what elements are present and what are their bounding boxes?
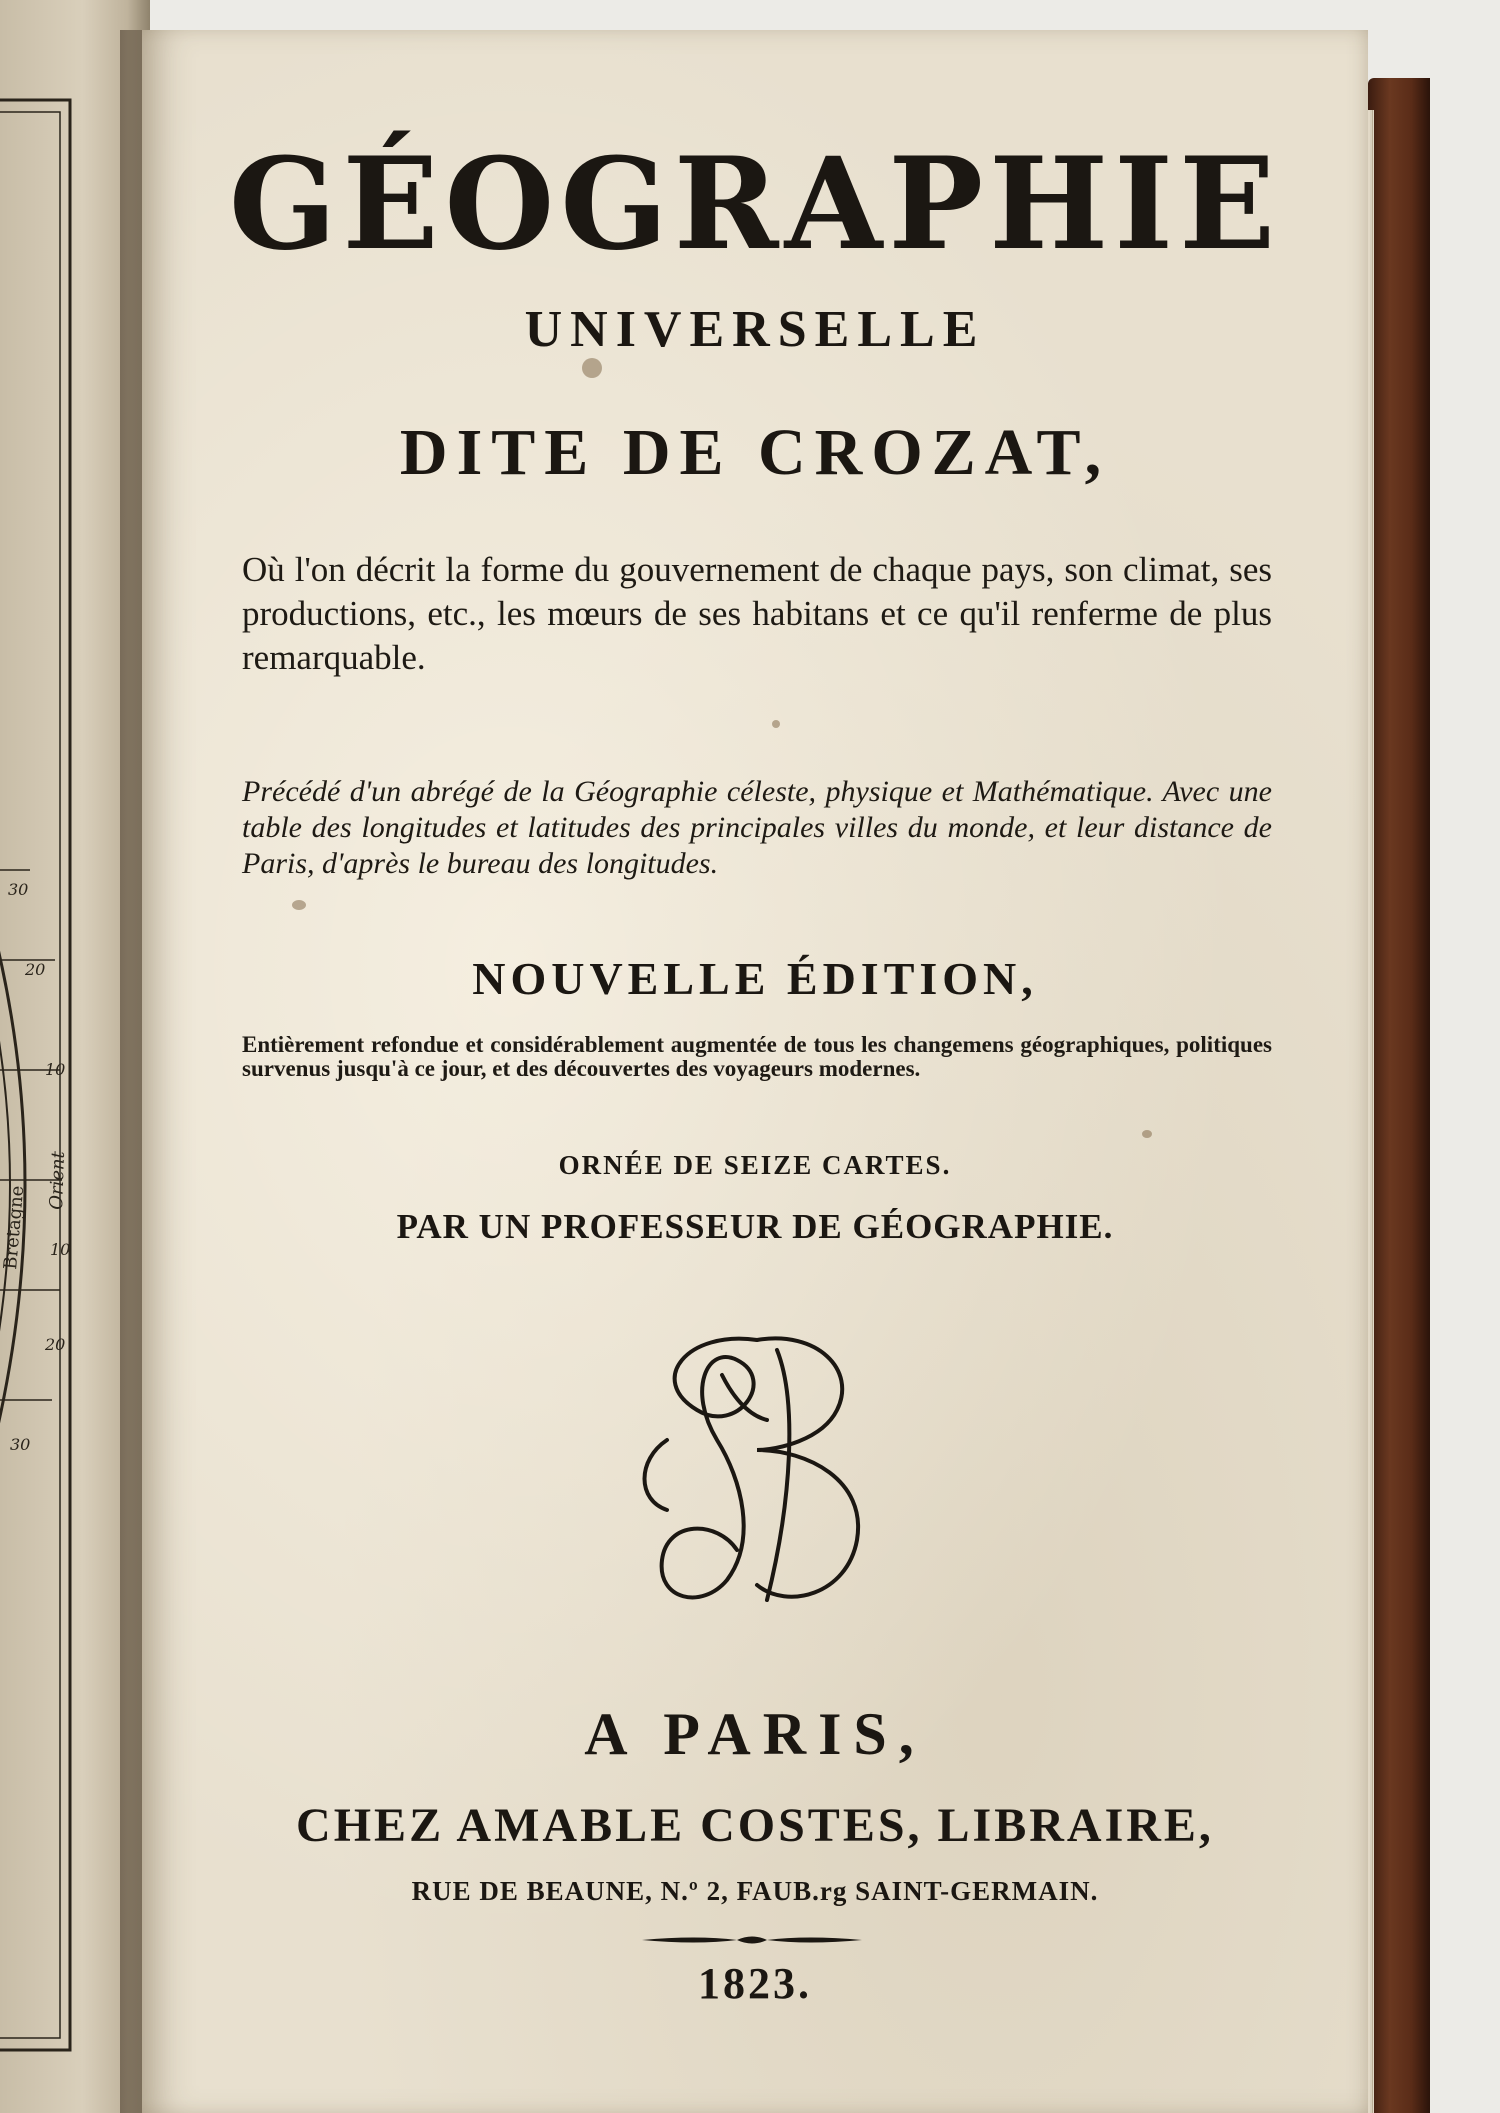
publisher-address: RUE DE BEAUNE, N.º 2, FAUB.rg SAINT-GERMAIN.	[411, 1876, 1099, 1906]
monogram-letters: CB	[757, 1320, 759, 1321]
maps-note: ORNÉE DE SEIZE CARTES.	[558, 1150, 952, 1180]
edition-heading: NOUVELLE ÉDITION,	[472, 953, 1038, 1004]
map-label-20b: 20	[45, 1335, 66, 1354]
ornamental-rule	[642, 1933, 862, 1947]
book-title: GÉOGRAPHIE	[228, 130, 1282, 278]
publisher-monogram	[607, 1320, 907, 1620]
publisher-name: CHEZ AMABLE COSTES, LIBRAIRE,	[296, 1799, 1214, 1852]
publication-place: A PARIS,	[584, 1701, 926, 1767]
foxing-spot	[1142, 1130, 1152, 1138]
preface-paragraph: Précédé d'un abrégé de la Géographie céleste, physique et Mathématique. Avec une table des longitudes et latitudes des principales villes du monde, et leur distance de Paris, d'après le bureau des longitudes.	[242, 775, 1272, 880]
map-label-30b: 30	[10, 1435, 31, 1454]
description-paragraph: Où l'on décrit la forme du gouvernement de chaque pays, son climat, ses productions, etc., les mœurs de ses habitans et ce qu'il renferme de plus remarquable.	[242, 550, 1272, 677]
map-label-10a: 10	[45, 1060, 66, 1079]
map-label-bretagne: Bretagne	[0, 1184, 29, 1271]
book-binding	[1368, 78, 1430, 2113]
book-attribution: DITE DE CROZAT,	[399, 416, 1111, 489]
foxing-spot	[582, 358, 602, 378]
author-line: PAR UN PROFESSEUR DE GÉOGRAPHIE.	[396, 1207, 1114, 1246]
foxing-spot	[292, 900, 306, 910]
book-subtitle: UNIVERSELLE	[524, 301, 986, 358]
revision-paragraph: Entièrement refondue et considérablement augmentée de tous les changemens géographiques, politiques survenus jusqu'à ce jour, et des découvertes des voyageurs modernes.	[242, 1032, 1272, 1081]
map-label-20a: 20	[25, 960, 46, 979]
map-label-10b: 10	[50, 1240, 71, 1259]
foxing-spot	[772, 720, 780, 728]
title-page	[142, 30, 1368, 2113]
publication-year: 1823.	[698, 1959, 812, 2008]
map-label-30a: 30	[8, 880, 29, 899]
map-label-orient: Orient	[46, 1150, 70, 1211]
